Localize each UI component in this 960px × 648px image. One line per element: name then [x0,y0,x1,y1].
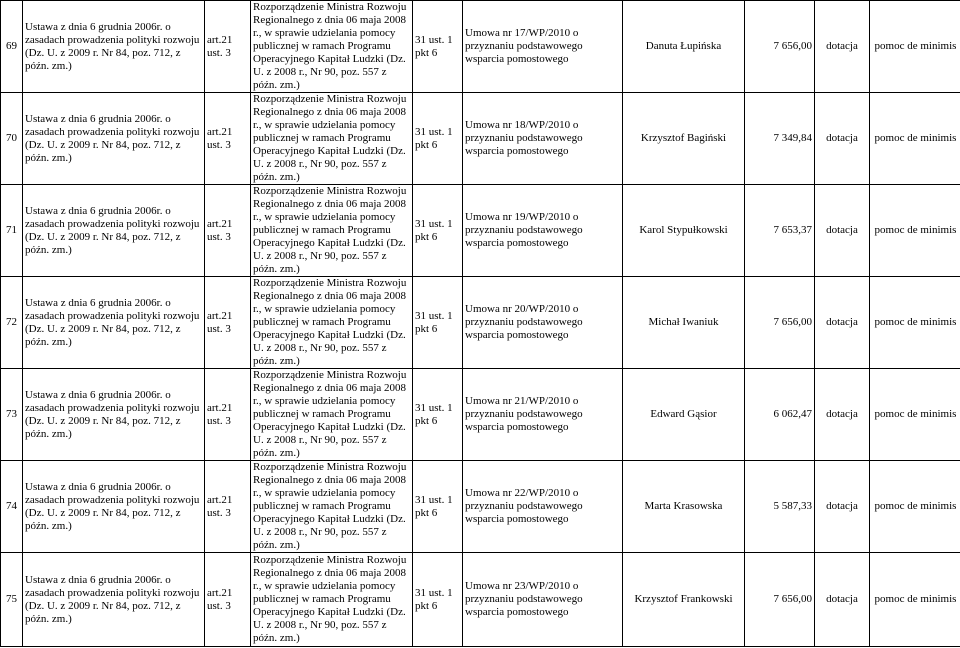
article-cell: art.21 ust. 3 [205,1,251,93]
amount-cell: 7 656,00 [745,277,815,369]
aid-form-cell: dotacja [815,277,870,369]
aid-type-cell: pomoc de minimis [870,93,960,185]
table-row [1,461,960,553]
legal-act-cell: Ustawa z dnia 6 grudnia 2006r. o zasadach prowadzenia polityki rozwoju (Dz. U. z 2009 r. Nr 84, poz. 712, z późn. zm.) [23,461,205,553]
paragraph-cell: 31 ust. 1 pkt 6 [413,277,463,369]
agreement-cell: Umowa nr 22/WP/2010 o przyznaniu podstawowego wsparcia pomostowego [463,461,623,553]
beneficiary-name-cell: Michał Iwaniuk [623,277,745,369]
row-number: 69 [1,1,23,93]
row-number: 70 [1,93,23,185]
article-cell: art.21 ust. 3 [205,277,251,369]
table-row [1,1,960,93]
aid-form-cell: dotacja [815,185,870,277]
article-cell: art.21 ust. 3 [205,185,251,277]
regulation-cell: Rozporządzenie Ministra Rozwoju Regionalnego z dnia 06 maja 2008 r., w sprawie udzielania pomocy publicznej w ramach Programu Operacyjnego Kapitał Ludzki (Dz. U. z 2008 r., Nr 90, poz. 557 z późn. zm.) [251,553,413,647]
beneficiary-name-cell: Krzysztof Bagiński [623,93,745,185]
aid-type-cell: pomoc de minimis [870,277,960,369]
aid-form-cell: dotacja [815,461,870,553]
aid-type-cell: pomoc de minimis [870,369,960,461]
paragraph-cell: 31 ust. 1 pkt 6 [413,93,463,185]
legal-act-cell: Ustawa z dnia 6 grudnia 2006r. o zasadach prowadzenia polityki rozwoju (Dz. U. z 2009 r. Nr 84, poz. 712, z późn. zm.) [23,277,205,369]
row-number: 74 [1,461,23,553]
article-cell: art.21 ust. 3 [205,553,251,647]
paragraph-cell: 31 ust. 1 pkt 6 [413,185,463,277]
beneficiary-name-cell: Karol Stypułkowski [623,185,745,277]
table-row [1,369,960,461]
agreement-cell: Umowa nr 20/WP/2010 o przyznaniu podstawowego wsparcia pomostowego [463,277,623,369]
legal-act-cell: Ustawa z dnia 6 grudnia 2006r. o zasadach prowadzenia polityki rozwoju (Dz. U. z 2009 r. Nr 84, poz. 712, z późn. zm.) [23,553,205,647]
beneficiary-name-cell: Marta Krasowska [623,461,745,553]
aid-type-cell: pomoc de minimis [870,553,960,647]
amount-cell: 7 349,84 [745,93,815,185]
amount-cell: 5 587,33 [745,461,815,553]
regulation-cell: Rozporządzenie Ministra Rozwoju Regionalnego z dnia 06 maja 2008 r., w sprawie udzielania pomocy publicznej w ramach Programu Operacyjnego Kapitał Ludzki (Dz. U. z 2008 r., Nr 90, poz. 557 z późn. zm.) [251,277,413,369]
paragraph-cell: 31 ust. 1 pkt 6 [413,369,463,461]
aid-type-cell: pomoc de minimis [870,1,960,93]
beneficiary-name-cell: Danuta Łupińska [623,1,745,93]
row-number: 71 [1,185,23,277]
amount-cell: 7 653,37 [745,185,815,277]
legal-act-cell: Ustawa z dnia 6 grudnia 2006r. o zasadach prowadzenia polityki rozwoju (Dz. U. z 2009 r. Nr 84, poz. 712, z późn. zm.) [23,1,205,93]
article-cell: art.21 ust. 3 [205,369,251,461]
regulation-cell: Rozporządzenie Ministra Rozwoju Regionalnego z dnia 06 maja 2008 r., w sprawie udzielania pomocy publicznej w ramach Programu Operacyjnego Kapitał Ludzki (Dz. U. z 2008 r., Nr 90, poz. 557 z późn. zm.) [251,93,413,185]
agreement-cell: Umowa nr 23/WP/2010 o przyznaniu podstawowego wsparcia pomostowego [463,553,623,647]
amount-cell: 7 656,00 [745,553,815,647]
beneficiary-name-cell: Krzysztof Frankowski [623,553,745,647]
legal-act-cell: Ustawa z dnia 6 grudnia 2006r. o zasadach prowadzenia polityki rozwoju (Dz. U. z 2009 r. Nr 84, poz. 712, z późn. zm.) [23,93,205,185]
regulation-cell: Rozporządzenie Ministra Rozwoju Regionalnego z dnia 06 maja 2008 r., w sprawie udzielania pomocy publicznej w ramach Programu Operacyjnego Kapitał Ludzki (Dz. U. z 2008 r., Nr 90, poz. 557 z późn. zm.) [251,185,413,277]
aid-form-cell: dotacja [815,93,870,185]
table-row [1,553,960,647]
aid-form-cell: dotacja [815,369,870,461]
article-cell: art.21 ust. 3 [205,461,251,553]
aid-type-cell: pomoc de minimis [870,185,960,277]
paragraph-cell: 31 ust. 1 pkt 6 [413,1,463,93]
regulation-cell: Rozporządzenie Ministra Rozwoju Regionalnego z dnia 06 maja 2008 r., w sprawie udzielania pomocy publicznej w ramach Programu Operacyjnego Kapitał Ludzki (Dz. U. z 2008 r., Nr 90, poz. 557 z późn. zm.) [251,369,413,461]
amount-cell: 6 062,47 [745,369,815,461]
agreement-cell: Umowa nr 21/WP/2010 o przyznaniu podstawowego wsparcia pomostowego [463,369,623,461]
legal-act-cell: Ustawa z dnia 6 grudnia 2006r. o zasadach prowadzenia polityki rozwoju (Dz. U. z 2009 r. Nr 84, poz. 712, z późn. zm.) [23,369,205,461]
aid-type-cell: pomoc de minimis [870,461,960,553]
beneficiary-name-cell: Edward Gąsior [623,369,745,461]
aid-form-cell: dotacja [815,553,870,647]
paragraph-cell: 31 ust. 1 pkt 6 [413,461,463,553]
regulation-cell: Rozporządzenie Ministra Rozwoju Regionalnego z dnia 06 maja 2008 r., w sprawie udzielania pomocy publicznej w ramach Programu Operacyjnego Kapitał Ludzki (Dz. U. z 2008 r., Nr 90, poz. 557 z późn. zm.) [251,461,413,553]
agreement-cell: Umowa nr 18/WP/2010 o przyznaniu podstawowego wsparcia pomostowego [463,93,623,185]
paragraph-cell: 31 ust. 1 pkt 6 [413,553,463,647]
table-row [1,185,960,277]
amount-cell: 7 656,00 [745,1,815,93]
row-number: 72 [1,277,23,369]
article-cell: art.21 ust. 3 [205,93,251,185]
row-number: 75 [1,553,23,647]
legal-act-cell: Ustawa z dnia 6 grudnia 2006r. o zasadach prowadzenia polityki rozwoju (Dz. U. z 2009 r. Nr 84, poz. 712, z późn. zm.) [23,185,205,277]
agreement-cell: Umowa nr 19/WP/2010 o przyznaniu podstawowego wsparcia pomostowego [463,185,623,277]
table-row [1,93,960,185]
regulation-cell: Rozporządzenie Ministra Rozwoju Regionalnego z dnia 06 maja 2008 r., w sprawie udzielania pomocy publicznej w ramach Programu Operacyjnego Kapitał Ludzki (Dz. U. z 2008 r., Nr 90, poz. 557 z późn. zm.) [251,1,413,93]
row-number: 73 [1,369,23,461]
aid-form-cell: dotacja [815,1,870,93]
table-row [1,277,960,369]
agreement-cell: Umowa nr 17/WP/2010 o przyznaniu podstawowego wsparcia pomostowego [463,1,623,93]
